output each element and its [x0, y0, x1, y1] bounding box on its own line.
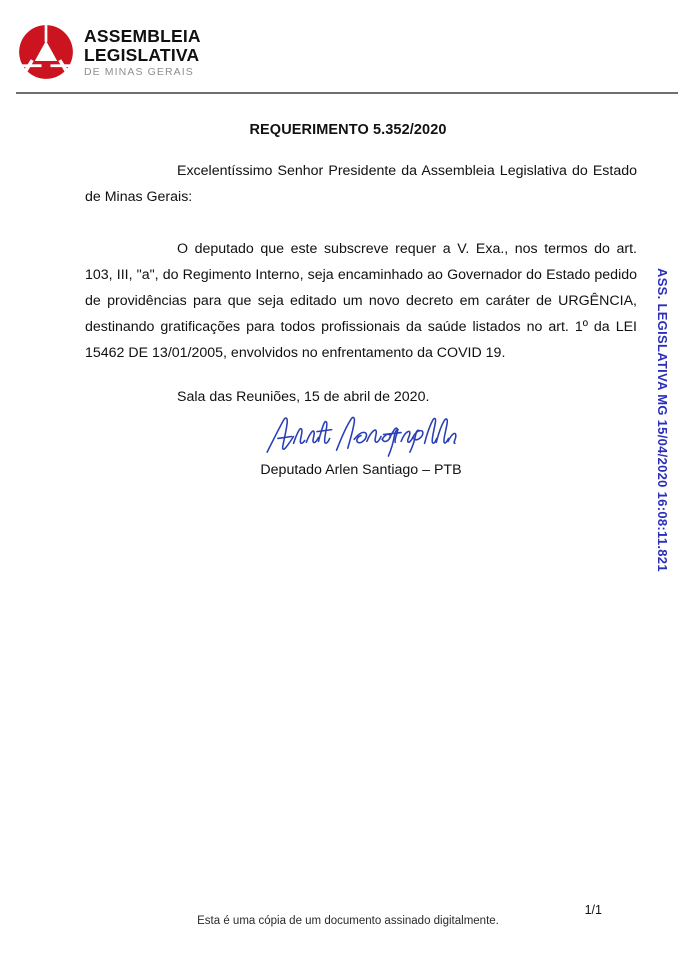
- assembleia-brand: [18, 24, 201, 80]
- paragraph-salutation: Excelentíssimo Senhor Presidente da Assembleia Legislativa do Estado de Minas Gerais:: [85, 163, 637, 205]
- header-divider: [16, 92, 678, 94]
- closing-line: Sala das Reuniões, 15 de abril de 2020.: [177, 389, 430, 405]
- brand-line-legislativa: LEGISLATIVA: [84, 44, 200, 65]
- brand-line-minas-gerais: DE MINAS GERAIS: [84, 66, 194, 79]
- document-header: [0, 0, 696, 94]
- digital-signature-stamp: ASS. LEGISLATIVA MG 15/04/2020 16:08:11.821: [655, 268, 670, 572]
- brand-wordmark: [84, 26, 201, 78]
- document-title: REQUERIMENTO 5.352/2020: [249, 122, 447, 138]
- signatory-name: Deputado Arlen Santiago – PTB: [260, 462, 462, 478]
- signature-block: [85, 414, 637, 480]
- handwritten-signature-icon: [261, 414, 461, 458]
- page-number: 1/1: [584, 903, 602, 917]
- brand-line-assembleia: ASSEMBLEIA: [84, 26, 201, 47]
- footer-note: Esta é uma cópia de um documento assinado digitalmente.: [197, 915, 499, 927]
- assembleia-mg-triangle-logo-icon: [18, 24, 74, 80]
- document-body: [85, 158, 637, 366]
- paragraph-request: O deputado que este subscreve requer a V. Exa., nos termos do art. 103, III, "a", do Regimento Interno, seja encaminhado ao Governador do Estado pedido de providências para que seja editado um novo decreto em caráter de URGÊNCIA, destinando gratificações para todos profissionais da saúde listados no art. 1º da LEI 15462 DE 13/01/2005, envolvidos no enfrentamento da COVID 19.: [85, 241, 637, 361]
